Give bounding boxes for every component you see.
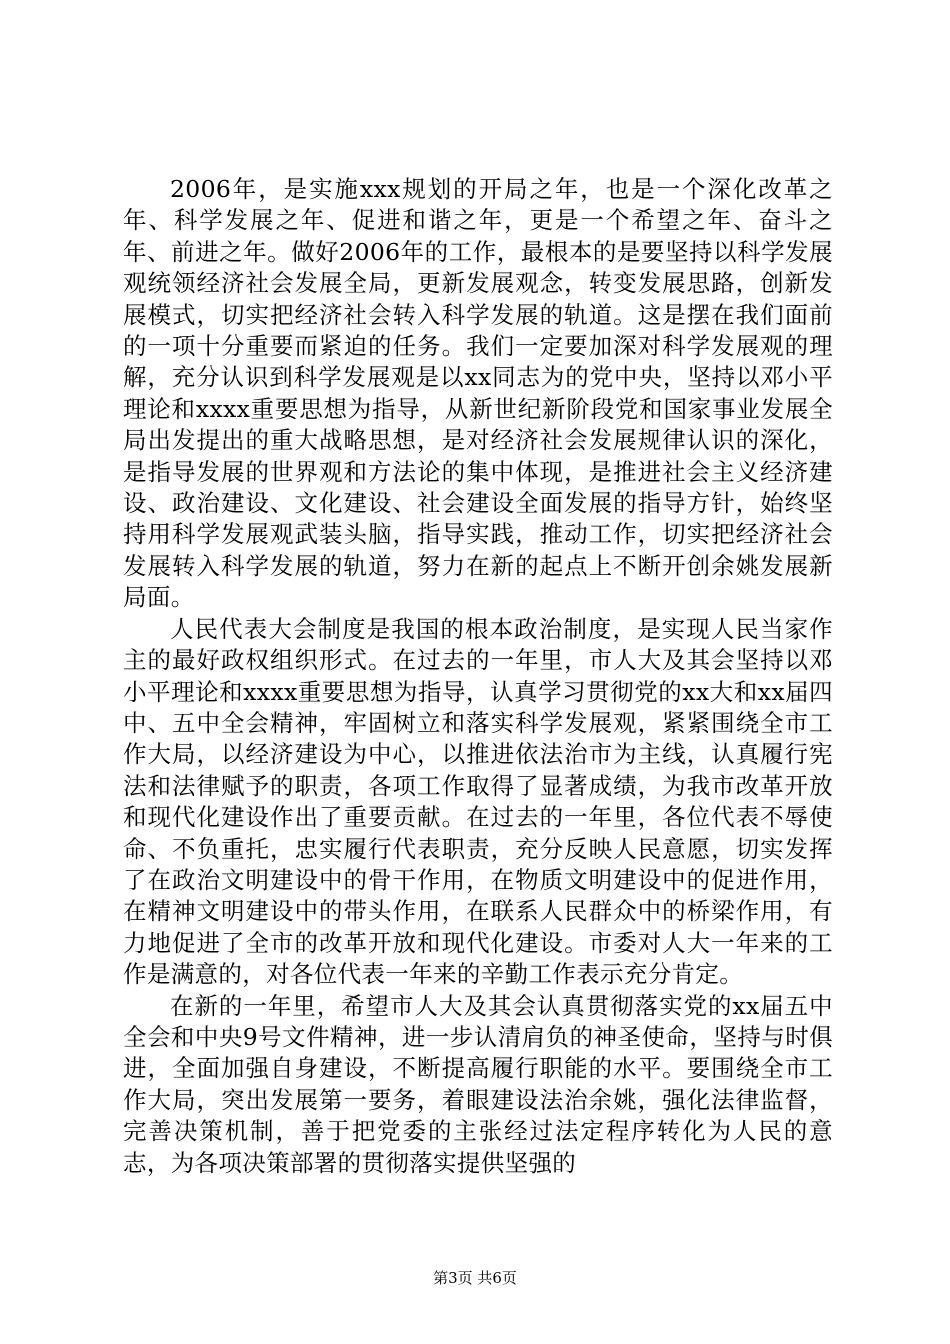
paragraph-1: 2006年，是实施xxx规划的开局之年，也是一个深化改革之年、科学发展之年、促进和谐之年，更是一个希望之年、奋斗之年、前进之年。做好2006年的工作，最根本的是要坚持以科学发展观统领经济社会发展全局，更新发展观念，转变发展思路，创新发展模式，切实把经济社会转入科学发展的轨道。这是摆在我们面前的一项十分重要而紧迫的任务。我们一定要加深对科学发展观的理解，充分认识到科学发展观是以xx同志为的党中央，坚持以邓小平理论和xxxx重要思想为指导，从新世纪新阶段党和国家事业发展全局出发提出的重大战略思想，是对经济社会发展规律认识的深化，是指导发展的世界观和方法论的集中体现，是推进社会主义经济建设、政治建设、文化建设、社会建设全面发展的指导方针，始终坚持用科学发展观武装头脑，指导实践，推动工作，切实把经济社会发展转入科学发展的轨道，努力在新的起点上不断开创余姚发展新局面。 (123, 175, 833, 612)
document-body (123, 174, 833, 1179)
page-number-indicator: 第3页 共6页 (433, 1269, 517, 1287)
paragraph-3: 在新的一年里，希望市人大及其会认真贯彻落实党的xx届五中全会和中央9号文件精神，进一步认清肩负的神圣使命，坚持与时俱进，全面加强自身建设，不断提高履行职能的水平。要围绕全市工作大局，突出发展第一要务，着眼建设法治余姚，强化法律监督，完善决策机制，善于把党委的主张经过法定程序转化为人民的意志，为各项决策部署的贯彻落实提供坚强的 (123, 991, 833, 1177)
page-footer (0, 1268, 950, 1288)
paragraph-2: 人民代表大会制度是我国的根本政治制度，是实现人民当家作主的最好政权组织形式。在过去的一年里，市人大及其会坚持以邓小平理论和xxxx重要思想为指导，认真学习贯彻党的xx大和xx届四中、五中全会精神，牢固树立和落实科学发展观，紧紧围绕全市工作大局，以经济建设为中心，以推进依法治市为主线，认真履行宪法和法律赋予的职责，各项工作取得了显著成绩，为我市改革开放和现代化建设作出了重要贡献。在过去的一年里，各位代表不辱使命、不负重托，忠实履行代表职责，充分反映人民意愿，切实发挥了在政治文明建设中的骨干作用，在物质文明建设中的促进作用，在精神文明建设中的带头作用，在联系人民群众中的桥梁作用，有力地促进了全市的改革开放和现代化建设。市委对人大一年来的工作是满意的，对各位代表一年来的辛勤工作表示充分肯定。 (123, 614, 833, 989)
